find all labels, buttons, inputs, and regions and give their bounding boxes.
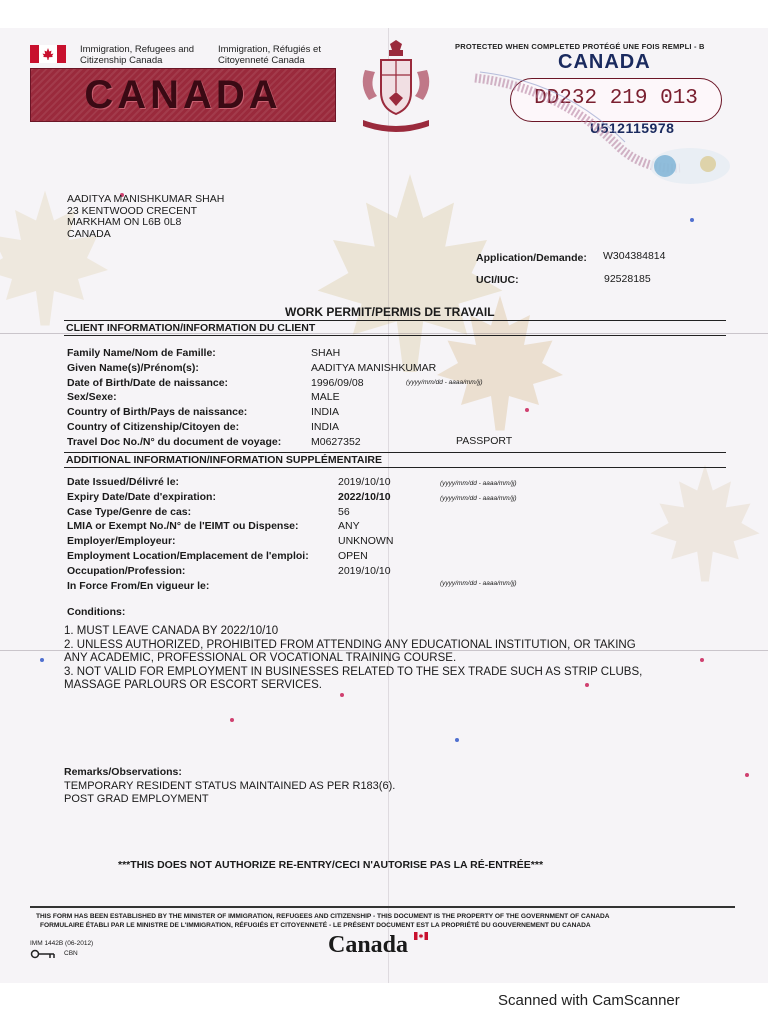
canada-flag-icon bbox=[30, 45, 66, 63]
canada-banner bbox=[30, 68, 336, 122]
remarks-text bbox=[64, 780, 395, 805]
field-value: SHAH bbox=[311, 347, 341, 359]
conditions-list bbox=[64, 625, 642, 693]
field-value: AADITYA MANISHKUMAR bbox=[311, 361, 437, 374]
application-number: W304384814 bbox=[603, 250, 666, 262]
field-label: Expiry Date/Date d'expiration: bbox=[67, 490, 216, 503]
key-icon bbox=[30, 949, 56, 959]
remarks-line: POST GRAD EMPLOYMENT bbox=[64, 792, 209, 805]
field-label: LMIA or Exempt No./N° de l'EIMT ou Dispense: bbox=[67, 520, 299, 533]
field-label: Employment Location/Emplacement de l'emploi: bbox=[67, 549, 309, 562]
department-name-en bbox=[80, 44, 194, 66]
security-hologram-icon bbox=[470, 58, 745, 193]
department-name-fr bbox=[218, 44, 321, 66]
field-value: ANY bbox=[338, 520, 360, 533]
field-value: MALE bbox=[311, 391, 340, 404]
client-values bbox=[311, 346, 436, 450]
field-label: Country of Citizenship/Citoyen de: bbox=[67, 420, 240, 433]
canada-wordmark-text: Canada bbox=[328, 932, 409, 958]
field-label: Employer/Employeur: bbox=[67, 535, 176, 548]
field-label: Occupation/Profession: bbox=[67, 564, 186, 577]
field-label: Date of Birth/Date de naissance: bbox=[67, 376, 229, 389]
serial-number: U512115978 bbox=[590, 120, 675, 136]
address-name: AADITYA MANISHKUMAR SHAH bbox=[67, 193, 225, 205]
work-permit-document bbox=[0, 28, 768, 983]
additional-information-heading: ADDITIONAL INFORMATION/INFORMATION SUPPLÉMENTAIRE bbox=[64, 452, 726, 468]
additional-labels bbox=[67, 475, 309, 593]
additional-values bbox=[338, 475, 393, 579]
remarks-line: TEMPORARY RESIDENT STATUS MAINTAINED AS PER R183(6). bbox=[64, 780, 396, 792]
department-en-line: Immigration, Refugees and bbox=[80, 44, 195, 55]
condition-line: 2. UNLESS AUTHORIZED, PROHIBITED FROM ATTENDING ANY EDUCATIONAL INSTITUTION, OR TAKING bbox=[64, 638, 636, 651]
mailing-address bbox=[67, 194, 224, 240]
uci-label: UCI/IUC: bbox=[476, 274, 519, 286]
field-value: OPEN bbox=[338, 549, 368, 562]
remarks-heading: Remarks/Observations: bbox=[64, 766, 182, 778]
condition-line: 3. NOT VALID FOR EMPLOYMENT IN BUSINESSES RELATED TO THE SEX TRADE SUCH AS STRIP CLUBS, bbox=[64, 665, 643, 678]
field-value: 56 bbox=[338, 505, 350, 518]
field-value: INDIA bbox=[311, 406, 340, 419]
date-format-hint: (yyyy/mm/dd - aaaa/mm/jj) bbox=[440, 495, 517, 502]
field-label: Case Type/Genre de cas: bbox=[67, 505, 192, 518]
re-entry-notice: ***THIS DOES NOT AUTHORIZE RE-ENTRY/CECI N'AUTORISE PAS LA RÉ-ENTRÉE*** bbox=[118, 859, 544, 871]
field-value: M0627352 bbox=[311, 435, 361, 448]
field-label: Country of Birth/Pays de naissance: bbox=[67, 406, 248, 419]
maple-leaf-watermark-icon bbox=[640, 448, 768, 598]
scanner-watermark: Scanned with CamScanner bbox=[498, 992, 680, 1009]
department-fr-line: Citoyenneté Canada bbox=[218, 55, 305, 66]
date-format-hint: (yyyy/mm/dd - aaaa/mm/jj) bbox=[440, 580, 517, 587]
footer-notice-fr: FORMULAIRE ÉTABLI PAR LE MINISTRE DE L'IMMIGRATION, RÉFUGIÉS ET CITOYENNETÉ - LE PRÉSENT DOCUMENT EST LA PROPRIÉTÉ DU GOUVERNEMENT DU CANADA bbox=[40, 922, 591, 929]
department-en-line: Citizenship Canada bbox=[80, 55, 163, 66]
field-label: Travel Doc No./N° du document de voyage: bbox=[67, 435, 282, 448]
field-value: 2022/10/10 bbox=[338, 490, 391, 503]
document-number: DD232 219 013 bbox=[534, 87, 698, 110]
field-value: 2019/10/10 bbox=[338, 476, 391, 488]
application-label: Application/Demande: bbox=[476, 252, 587, 264]
client-information-heading: CLIENT INFORMATION/INFORMATION DU CLIENT bbox=[64, 320, 726, 336]
canada-wordmark bbox=[328, 932, 408, 959]
condition-line: ANY ACADEMIC, PROFESSIONAL OR VOCATIONAL TRAINING COURSE. bbox=[64, 652, 457, 664]
protected-notice: PROTECTED WHEN COMPLETED PROTÉGÉ UNE FOIS REMPLI - B bbox=[455, 42, 705, 51]
date-format-hint: (yyyy/mm/dd - aaaa/mm/jj) bbox=[440, 480, 517, 487]
date-format-hint: (yyyy/mm/dd - aaaa/mm/jj) bbox=[406, 379, 483, 386]
canada-banner-text: CANADA bbox=[84, 73, 282, 117]
field-label: In Force From/En vigueur le: bbox=[67, 579, 210, 592]
wordmark-flag-icon bbox=[414, 932, 428, 940]
field-label: Given Name(s)/Prénom(s): bbox=[67, 361, 199, 374]
form-number: IMM 1442B (06-2012) bbox=[30, 940, 94, 947]
field-label: Date Issued/Délivré le: bbox=[67, 476, 180, 488]
field-value: 2019/10/10 bbox=[338, 564, 391, 577]
address-country: CANADA bbox=[67, 227, 111, 240]
address-city: MARKHAM ON L6B 0L8 bbox=[67, 216, 182, 228]
field-value: UNKNOWN bbox=[338, 535, 394, 548]
address-street: 23 KENTWOOD CRECENT bbox=[67, 204, 198, 217]
condition-line: 1. MUST LEAVE CANADA BY 2022/10/10 bbox=[64, 625, 279, 637]
document-title: WORK PERMIT/PERMIS DE TRAVAIL bbox=[285, 305, 495, 319]
client-labels bbox=[67, 346, 281, 450]
field-label: Sex/Sexe: bbox=[67, 391, 117, 404]
field-value: 1996/09/08 bbox=[311, 376, 364, 389]
country-heading: CANADA bbox=[558, 51, 651, 73]
field-label: Family Name/Nom de Famille: bbox=[67, 347, 216, 359]
cbn-code: CBN bbox=[64, 950, 78, 957]
conditions-heading: Conditions: bbox=[67, 606, 126, 618]
travel-doc-type: PASSPORT bbox=[456, 435, 513, 447]
department-fr-line: Immigration, Réfugiés et bbox=[218, 44, 321, 55]
coat-of-arms-icon bbox=[355, 40, 437, 140]
footer-notice-en: THIS FORM HAS BEEN ESTABLISHED BY THE MINISTER OF IMMIGRATION, REFUGEES AND CITIZENSHIP - THIS DOCUMENT IS THE PROPERTY OF THE GOVERNMENT OF CANADA bbox=[36, 913, 610, 920]
field-value: INDIA bbox=[311, 420, 340, 433]
uci-number: 92528185 bbox=[604, 273, 651, 285]
condition-line: MASSAGE PARLOURS OR ESCORT SERVICES. bbox=[64, 679, 322, 691]
